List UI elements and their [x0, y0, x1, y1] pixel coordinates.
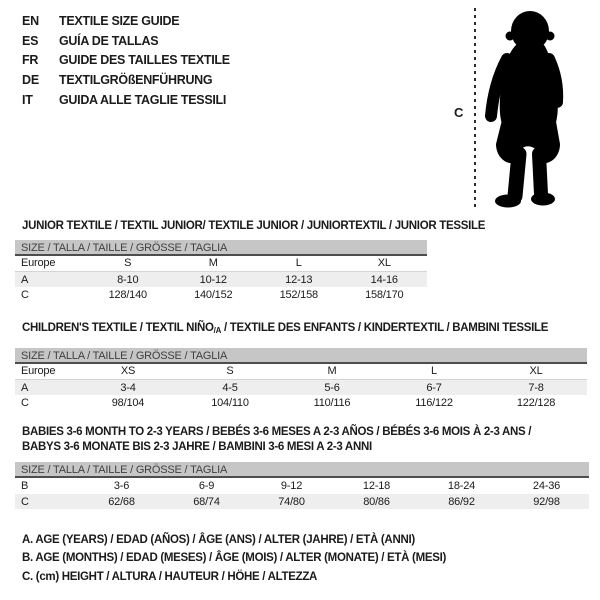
guide-title: GUIDE DES TAILLES TEXTILE	[59, 53, 230, 68]
size-cell: XL	[377, 257, 391, 270]
table-row-height	[15, 395, 587, 411]
babies-section-title	[22, 425, 531, 455]
height-cell: 92/98	[533, 495, 560, 508]
guide-title: GUIDA ALLE TAGLIE TESSILI	[59, 92, 227, 107]
age-cell: 3-4	[120, 381, 136, 394]
size-header-bar: SIZE / TALLA / TAILLE / GRÖSSE / TAGLIA	[15, 462, 589, 478]
height-cell: 158/170	[365, 289, 404, 302]
age-cell: 18-24	[447, 479, 476, 492]
guide-title: TEXTILE SIZE GUIDE	[59, 13, 180, 28]
baby-silhouette-icon	[485, 4, 565, 210]
row-label: A	[21, 381, 29, 394]
size-cell: S	[226, 365, 234, 378]
language-row	[22, 90, 230, 110]
age-cell: 4-5	[222, 381, 238, 394]
language-code: FR	[22, 53, 39, 68]
size-cell: M	[327, 365, 337, 378]
height-cell: 98/104	[111, 397, 145, 410]
height-cell: 86/92	[448, 495, 475, 508]
age-cell: 14-16	[370, 273, 398, 286]
age-cell: 9-12	[280, 479, 303, 492]
language-title-list	[22, 11, 230, 109]
guide-title: TEXTILGRÖßENFÜHRUNG	[59, 72, 213, 87]
children-title-text: CHILDREN'S TEXTILE / TEXTIL NIÑO	[22, 322, 214, 334]
age-cell: 24-36	[532, 479, 561, 492]
age-cell: 3-6	[113, 479, 130, 492]
language-row	[22, 31, 230, 51]
height-cell: 62/68	[108, 495, 135, 508]
row-label: B	[21, 479, 29, 492]
language-code: IT	[22, 92, 33, 107]
language-row	[22, 11, 230, 31]
size-header-bar: SIZE / TALLA / TAILLE / GRÖSSE / TAGLIA	[15, 348, 587, 364]
age-cell: 5-6	[324, 381, 340, 394]
footnote-age-months: B. AGE (MONTHS) / EDAD (MESES) / ÂGE (MOIS) / ALTER (MONATE) / ETÀ (MESI)	[22, 552, 447, 565]
age-cell: 12-13	[285, 273, 313, 286]
height-cell: 74/80	[278, 495, 305, 508]
size-cell: M	[208, 257, 218, 270]
height-cell: 116/122	[415, 397, 453, 410]
age-cell: 8-10	[117, 273, 139, 286]
height-cell: 122/128	[516, 397, 556, 410]
height-cell: 110/116	[313, 397, 351, 410]
guide-title: GUÍA DE TALLAS	[59, 33, 159, 48]
table-row-height	[15, 287, 427, 303]
children-title-text: / TEXTILE DES ENFANTS / KINDERTEXTIL / BAMBINI TESSILE	[221, 322, 549, 334]
size-cell: S	[124, 257, 132, 270]
table-row-europe	[15, 256, 427, 272]
row-label: C	[21, 495, 29, 508]
age-cell: 10-12	[199, 273, 227, 286]
language-row	[22, 70, 230, 90]
babies-title-line: BABYS 3-6 MONATE BIS 2-3 JAHRE / BAMBINI 3-6 MESI A 2-3 ANNI	[22, 441, 372, 453]
babies-size-table	[15, 462, 589, 509]
age-cell: 12-18	[362, 479, 391, 492]
age-cell: 7-8	[528, 381, 544, 394]
babies-title-line: BABIES 3-6 MONTH TO 2-3 YEARS / BEBÉS 3-6 MESES A 2-3 AÑOS / BÉBÉS 3-6 MOIS À 2-3 ANS /	[22, 426, 532, 438]
row-label: C	[21, 289, 29, 302]
age-cell: 6-7	[426, 381, 442, 394]
size-cell: XS	[120, 365, 136, 378]
row-label: A	[21, 273, 29, 286]
height-cell: 140/152	[194, 289, 233, 302]
height-cell: 152/158	[279, 289, 318, 302]
table-row-height	[15, 494, 589, 510]
size-cell: L	[431, 365, 437, 378]
height-cell: 80/86	[363, 495, 390, 508]
size-cell: L	[295, 257, 302, 270]
children-section-title	[22, 321, 548, 338]
language-row	[22, 50, 230, 70]
height-measure-dotted-line	[474, 8, 476, 210]
age-cell: 6-9	[198, 479, 215, 492]
height-indicator-label: C	[454, 105, 464, 120]
height-cell: 128/140	[108, 289, 147, 302]
footnote-height: C. (cm) HEIGHT / ALTURA / HAUTEUR / HÖHE / ALTEZZA	[22, 570, 318, 583]
table-row-age	[15, 380, 587, 396]
language-code: DE	[22, 72, 39, 87]
legend-footnotes	[22, 531, 446, 586]
height-cell: 104/110	[211, 397, 249, 410]
height-cell: 68/74	[193, 495, 220, 508]
children-size-table	[15, 348, 587, 411]
row-label: C	[21, 397, 29, 410]
footnote-age-years: A. AGE (YEARS) / EDAD (AÑOS) / ÂGE (ANS) / ALTER (JAHRE) / ETÀ (ANNI)	[22, 534, 415, 546]
junior-size-table	[15, 240, 427, 303]
row-label: Europe	[21, 365, 56, 378]
row-label: Europe	[21, 257, 56, 270]
language-code: EN	[22, 13, 39, 28]
size-header-bar: SIZE / TALLA / TAILLE / GRÖSSE / TAGLIA	[15, 240, 427, 256]
table-row-age-months	[15, 478, 589, 494]
size-cell: XL	[529, 365, 543, 378]
children-title-subscript: /A	[213, 326, 222, 335]
table-row-age	[15, 272, 427, 288]
junior-section-title: JUNIOR TEXTILE / TEXTIL JUNIOR/ TEXTILE JUNIOR / JUNIORTEXTIL / JUNIOR TESSILE	[22, 220, 486, 232]
table-row-europe	[15, 364, 587, 380]
language-code: ES	[22, 33, 39, 48]
